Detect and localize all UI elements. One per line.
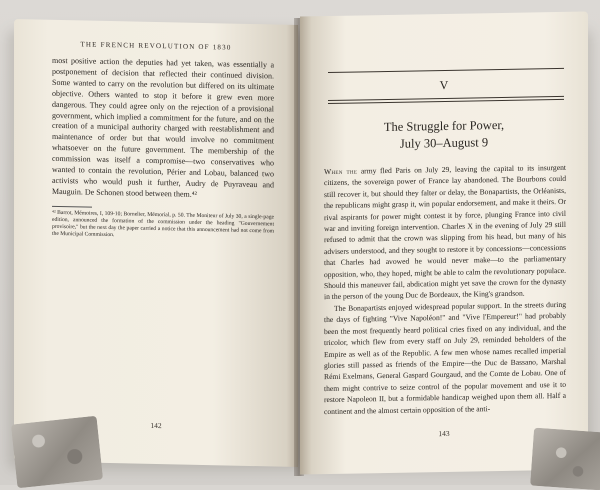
right-body-text bbox=[324, 162, 566, 417]
right-page bbox=[300, 11, 588, 474]
right-paragraph-1 bbox=[324, 162, 566, 303]
footnote-rule bbox=[52, 206, 92, 208]
running-head: THE FRENCH REVOLUTION OF 1830 bbox=[80, 40, 232, 52]
chapter-title-line1: The Struggle for Power, bbox=[383, 117, 505, 135]
opening-smallcaps: When the bbox=[324, 166, 358, 177]
paragraph-1-text: army fled Paris on July 29, leaving the capital to its insurgent citizens, the sovereign power of France lay abandoned. The Bourbons could still recover it, but should they falter or delay, the Bonapartists, the Orléanists, the republicans might grasp it, win popular endorsement, and make it theirs. Or rival aspirants for power might contest it by force, plunging France into civil war and inviting foreign intervention. Charles X in the evening of July 29 still refused to admit that the crown was slipping from his head, but many of his advisers understood, and they sought to restore it by concessions—concessions that Charles had avowed he would never make—to the parliamentary opposition, who, they hoped, might be able to calm the revolutionary populace. Should this maneuver fail, abdication might yet save the crown for the dynasty in the person of the young Duc de Bordeaux, the King's grandson. bbox=[324, 162, 567, 302]
footnote-42: ⁴² Barrot, Mémoires, I, 109-10; Bornelier, Mémorial, p. 50. The Moniteur of July 30, a single-page edition, announced the formation of the commission under the heading "Gouvernement provisoire," but the next day the paper carried a notice that this announcement had not come from the Municipal Commission. bbox=[52, 209, 274, 239]
left-paragraph: most positive action the deputies had yet taken, was essentially a postponement of decision that reflected their continued division. Some wanted to carry on the revolution but differed on its ultimate objective. Others wanted to stop it before it grew even more dangerous. They could agree only on the rejection of a provisional government, which implied a commitment for the future, and on the creation of a municipal authority charged with reestablishment and maintenance of order but that would involve no commitment whatsoever on the future government. The membership of the commission was itself a compromise—two conservatives who wanted to contain the revolution, Périer and Lobau, balanced two activists who would push it further, Audry de Puyraveau and Mauguin. De Schonen stood between them.⁴² bbox=[52, 55, 274, 199]
stone-weight-right bbox=[530, 428, 600, 490]
right-paragraph-2: The Bonapartists enjoyed widespread popular support. In the streets during the days of fighting "Vive Napoléon!" and "Vive l'Empereur!" had probably been the most frequently heard political cries fixed on any individual, and the tricolor, which flew from every staff on July 29, reminded beholders of the Empire as well as of the Republic. A few men whose names recalled imperial glories still passed as friends of the Empire—the Duc de Bassano, Marshal Rémi Exelmans, General Gaspard Gourgaud, and the Comte de Lobau. One of them might contrive to seize control of the popular movement and use it to restore Napoleon II, but a formidable handicap weighed upon them all. Half a continent and the almost certain opposition of the anti- bbox=[324, 299, 566, 416]
chapter-rule-top bbox=[328, 68, 564, 73]
stone-weight-left bbox=[11, 416, 103, 489]
page-number-right: 143 bbox=[438, 428, 450, 439]
page-number-left: 142 bbox=[150, 420, 162, 431]
chapter-number: V bbox=[439, 77, 449, 93]
chapter-title bbox=[300, 115, 588, 154]
left-page bbox=[14, 19, 298, 467]
chapter-title-line2: July 30–August 9 bbox=[399, 135, 489, 151]
left-body-text bbox=[52, 56, 274, 243]
